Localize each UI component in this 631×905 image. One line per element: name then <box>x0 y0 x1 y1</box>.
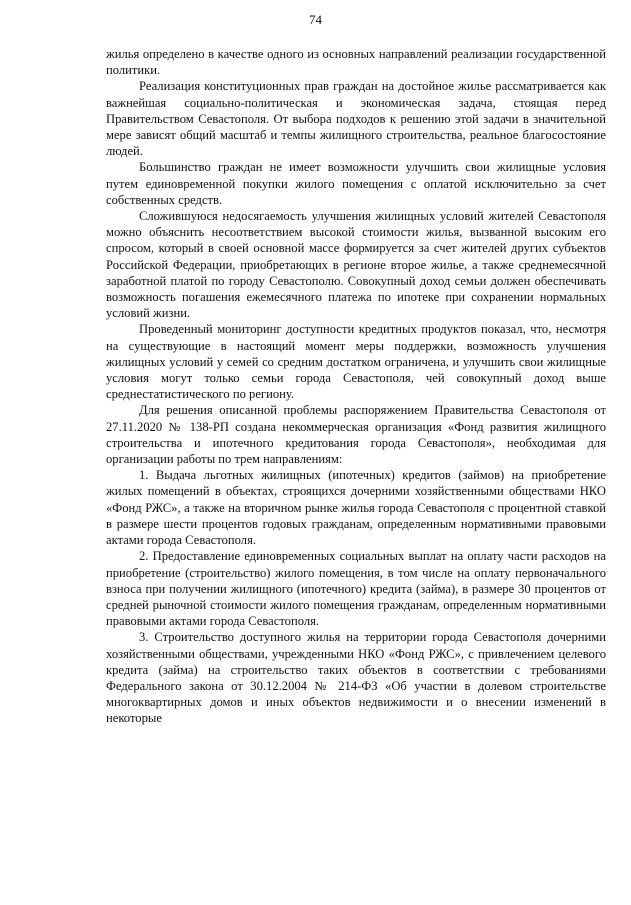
paragraph-continuation: жилья определено в качестве одного из основных направлений реализации государственной политики. <box>106 47 606 78</box>
paragraph-fund-creation: Для решения описанной проблемы распоряжением Правительства Севастополя от 27.11.2020 № 138-РП создана некоммерческая организация «Фонд развития жилищного строительства и ипотечного кредитования города Севастополя», необходимая для организации работы по трем направлениям: <box>106 403 606 467</box>
page-number: 74 <box>309 12 322 27</box>
list-item-3-affordable-construction: 3. Строительство доступного жилья на территории города Севастополя дочерними хозяйственными обществами, учрежденными НКО «Фонд РЖС», с привлечением целевого кредита (займа) на строительство таких объектов в соответствии с требованиями Федерального закона от 30.12.2004 № 214-ФЗ «Об участии в долевом строительстве многоквартирных домов и иных объектов недвижимости и о внесении изменений в некоторые <box>106 630 606 726</box>
document-body <box>106 46 606 727</box>
list-item-2-social-payments: 2. Предоставление единовременных социальных выплат на оплату части расходов на приобретение (строительство) жилого помещения, в том числе на оплату первоначального взноса при получении жилищного (ипотечного) кредита (займа), в размере 30 процентов от средней рыночной стоимости жилого помещения гражданам, определенным нормативными правовыми актами города Севастополя. <box>106 549 606 629</box>
list-item-1-preferential-loans: 1. Выдача льготных жилищных (ипотечных) кредитов (займов) на приобретение жилых помещений в объектах, строящихся дочерними хозяйственными обществами НКО «Фонд РЖС», а также на вторичном рынке жилья города Севастополя с процентной ставкой в размере шести процентов годовых гражданам, определенным нормативными правовыми актами города Севастополя. <box>106 468 606 548</box>
paragraph-housing-inaccessibility: Сложившуюся недосягаемость улучшения жилищных условий жителей Севастополя можно объяснить несоответствием высокой стоимости жилья, вызванной высоким его спросом, который в своей основной массе формируется за счет жителей других субъектов Российской Федерации, приобретающих в регионе второе жилье, а также среднемесячной заработной платой по городу Севастополю. Совокупный доход семьи должен обеспечивать возможность погашения ежемесячного платежа по ипотеке при сохранении нормальных условий жизни. <box>106 209 606 321</box>
paragraph-credit-monitoring: Проведенный мониторинг доступности кредитных продуктов показал, что, несмотря на существующие в настоящий момент меры поддержки, возможность улучшения жилищных условий у семей со средним достатком ограничена, и улучшить свои жилищные условия могут только семьи города Севастополя, чей совокупный доход выше среднестатистического по региону. <box>106 322 606 402</box>
paragraph-constitutional-rights: Реализация конституционных прав граждан на достойное жилье рассматривается как важнейшая социально-политическая и экономическая задача, стоящая перед Правительством Севастополя. От выбора подходов к решению этой задачи в значительной мере зависят общий масштаб и темпы жилищного строительства, реальное благосостояние людей. <box>106 79 606 159</box>
paragraph-majority-citizens: Большинство граждан не имеет возможности улучшить свои жилищные условия путем единовременной покупки жилого помещения с оплатой исключительно за счет собственных средств. <box>106 160 606 207</box>
